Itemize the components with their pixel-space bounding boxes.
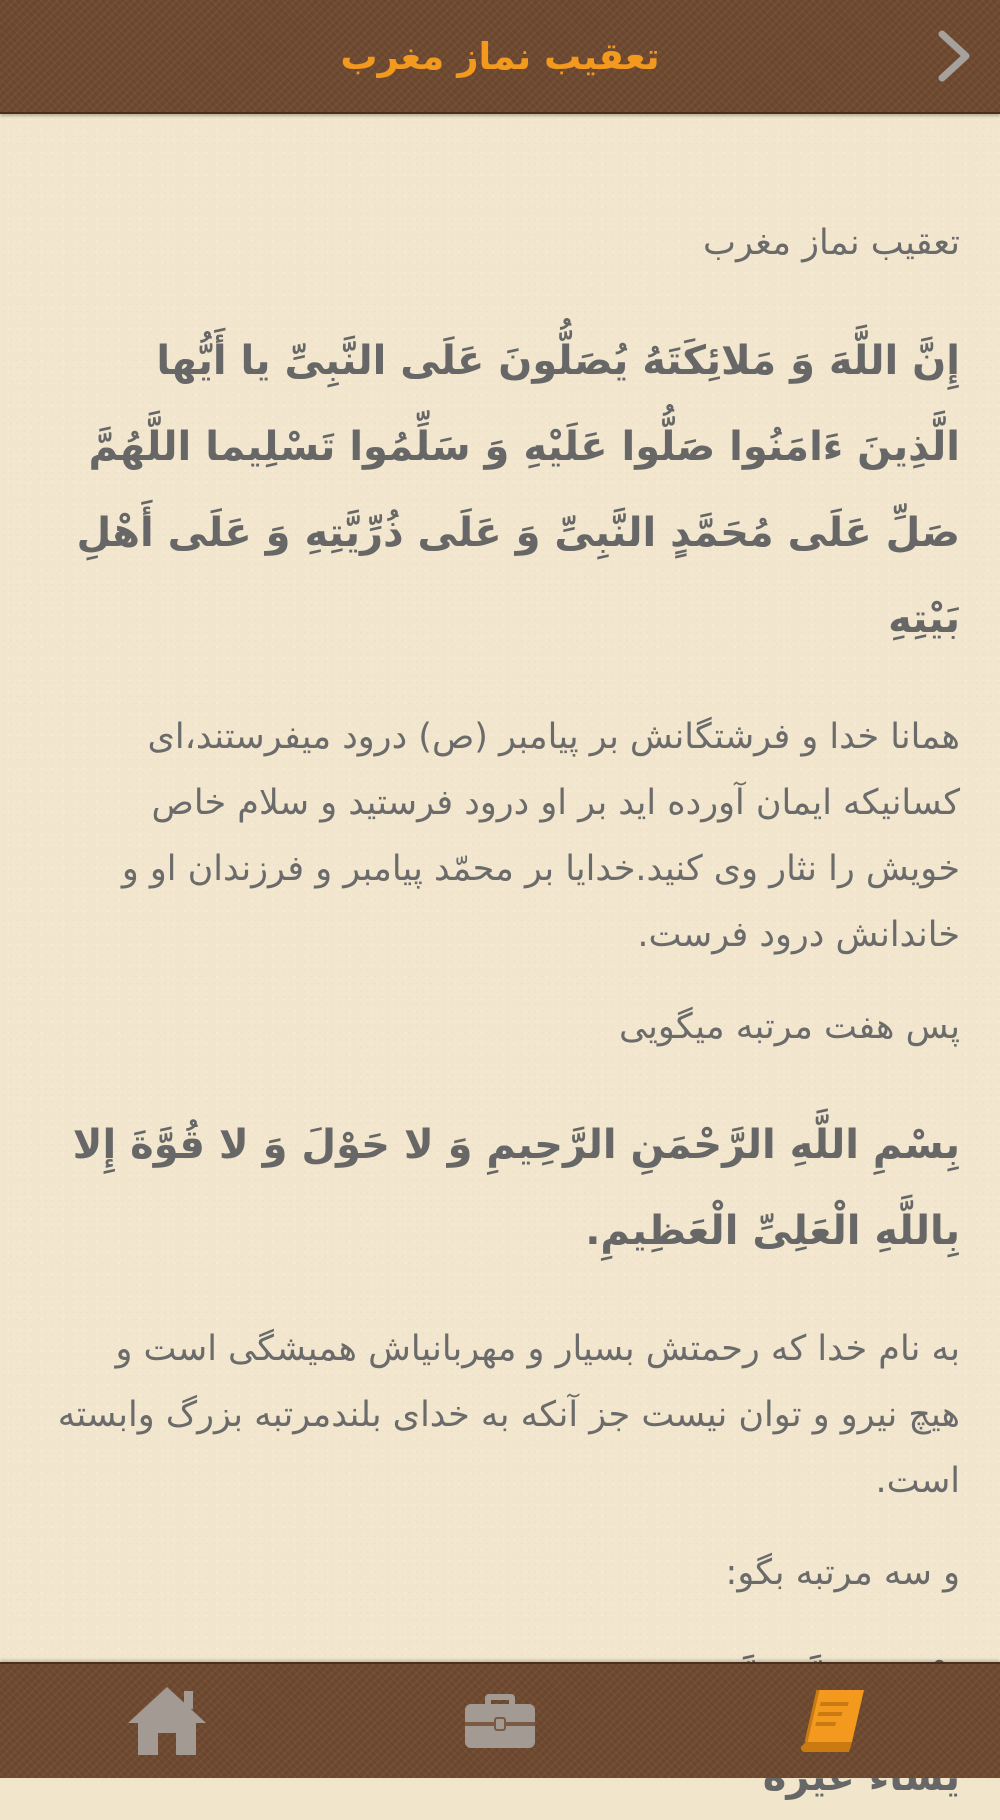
instruction-1: پس هفت مرتبه میگویی [618, 1007, 960, 1047]
instruction-2: و سه مرتبه بگو: [725, 1553, 960, 1593]
arabic-text-1: إِنَّ اللَّهَ وَ مَلائِکَتَهُ یُصَلُّونَ عَلَی النَّبِیِّ یا أَیُّها الَّذِینَ ءَامَنُوا صَلُّوا عَلَیْهِ وَ سَلِّمُوا تَسْلِیما اللَّهُمَّ صَلِّ عَلَی مُحَمَّدٍ النَّبِیِّ وَ عَلَی ذُرِّیَّتِهِ وَ عَلَی أَهْلِ بَیْتِهِ [76, 338, 960, 642]
section-heading: تعقیب نماز مغرب [703, 223, 960, 263]
back-button[interactable] [922, 24, 986, 88]
prayer-content[interactable] [0, 114, 1000, 1662]
tab-bar [0, 1662, 1000, 1778]
tab-book[interactable] [667, 1664, 1000, 1778]
chevron-right-icon [934, 28, 974, 84]
briefcase-icon [463, 1690, 537, 1752]
page-title: تعقیب نماز مغرب [340, 34, 660, 78]
tab-briefcase[interactable] [333, 1664, 666, 1778]
arabic-text-2: بِسْمِ اللَّهِ الرَّحْمَنِ الرَّحِیمِ وَ لا حَوْلَ وَ لا قُوَّةَ إِلا بِاللَّهِ الْعَلِیِّ الْعَظِیمِ. [72, 1122, 960, 1254]
tab-home[interactable] [0, 1664, 333, 1778]
home-icon [124, 1683, 210, 1759]
translation-2: به نام خدا که رحمتش بسیار و مهربانیاش همیشگی است و هیچ نیرو و توان نیست جز آنکه به خدای بلندمرتبه بزرگ وابسته است. [57, 1329, 960, 1501]
navigation-bar [0, 0, 1000, 114]
translation-1: همانا خدا و فرشتگانش بر پیامبر (ص) درود میفرستند،ای کسانیکه ایمان آورده اید بر او درود فرستید و سلام خاص خویش را نثار وی کنید.خدایا بر محمّد پیامبر و فرزندان او و خاندانش درود فرست. [121, 717, 960, 955]
book-icon [798, 1688, 868, 1754]
